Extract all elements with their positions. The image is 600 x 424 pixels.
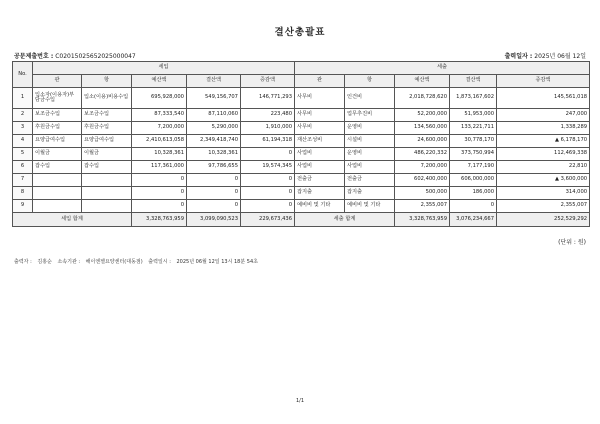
in-settled: 0 [187, 174, 241, 187]
in-hang: 잡수입 [82, 161, 132, 174]
in-diff: 0 [241, 174, 295, 187]
ex-gwan: 전출금 [295, 174, 345, 187]
in-gwan [33, 187, 82, 200]
in-gwan: 후원금수입 [33, 122, 82, 135]
in-settled: 0 [187, 200, 241, 213]
expense-total-budget: 3,328,763,959 [395, 213, 450, 227]
document-title: 결산총괄표 [274, 27, 326, 38]
ex-budget: 2,355,007 [395, 200, 450, 213]
income-total-label: 세입 합계 [13, 213, 132, 227]
ex-settled: 30,778,170 [450, 135, 497, 148]
row-no: 6 [13, 161, 33, 174]
in-settled: 87,110,060 [187, 109, 241, 122]
header-ex-gwan: 관 [295, 75, 345, 88]
row-no: 7 [13, 174, 33, 187]
ex-settled: 51,953,000 [450, 109, 497, 122]
income-total-settled: 3,099,090,523 [187, 213, 241, 227]
ex-hang: 시설비 [345, 135, 395, 148]
row-no: 3 [13, 122, 33, 135]
in-hang: 후원금수입 [82, 122, 132, 135]
in-hang: 요양급여수입 [82, 135, 132, 148]
page-number: 1/1 [295, 398, 305, 404]
ex-settled: 606,000,000 [450, 174, 497, 187]
in-hang: 입소(이용)비용수입 [82, 88, 132, 109]
table-row [13, 148, 590, 161]
org-name: 해이엔젤요양센터(대동점) [85, 259, 143, 265]
table-row [13, 200, 590, 213]
ex-settled: 133,221,711 [450, 122, 497, 135]
ex-hang: 인건비 [345, 88, 395, 109]
expense-total-settled: 3,076,234,667 [450, 213, 497, 227]
in-hang: 이월금 [82, 148, 132, 161]
table-row [13, 122, 590, 135]
print-date [505, 51, 586, 60]
in-settled: 5,290,000 [187, 122, 241, 135]
ex-budget: 486,220,332 [395, 148, 450, 161]
ex-diff: 112,469,338 [497, 148, 590, 161]
ex-diff: 145,561,018 [497, 88, 590, 109]
ex-budget: 500,000 [395, 187, 450, 200]
ex-gwan: 사무비 [295, 122, 345, 135]
total-row [13, 213, 590, 227]
ex-hang: 전출금 [345, 174, 395, 187]
ex-budget: 2,018,728,620 [395, 88, 450, 109]
org-label: 소속기관 : [57, 259, 81, 265]
row-no: 1 [13, 88, 33, 109]
table-body [13, 88, 590, 227]
in-settled: 0 [187, 187, 241, 200]
in-budget: 0 [132, 174, 187, 187]
row-no: 8 [13, 187, 33, 200]
ex-gwan: 재산조성비 [295, 135, 345, 148]
unit-note: (단위 : 원) [558, 239, 586, 246]
ex-settled: 7,177,190 [450, 161, 497, 174]
header-expense: 세출 [295, 62, 590, 75]
in-settled: 97,786,655 [187, 161, 241, 174]
in-gwan [33, 174, 82, 187]
row-no: 4 [13, 135, 33, 148]
ex-hang: 운영비 [345, 148, 395, 161]
doc-number-label: 공문제출번호 : [14, 53, 54, 60]
in-gwan: 잡수입 [33, 161, 82, 174]
in-diff: 0 [241, 148, 295, 161]
ex-hang: 업무추진비 [345, 109, 395, 122]
doc-number [14, 51, 136, 60]
in-settled: 10,328,361 [187, 148, 241, 161]
table-row [13, 161, 590, 174]
printer-label: 출력자 : [14, 259, 32, 265]
in-budget: 87,333,540 [132, 109, 187, 122]
header-in-gwan: 관 [33, 75, 82, 88]
in-diff: 61,194,318 [241, 135, 295, 148]
ex-budget: 7,200,000 [395, 161, 450, 174]
header-ex-diff: 증감액 [497, 75, 590, 88]
ex-diff: 2,355,007 [497, 200, 590, 213]
header-in-settled: 결산액 [187, 75, 241, 88]
ex-settled: 1,873,167,602 [450, 88, 497, 109]
in-settled: 2,349,418,740 [187, 135, 241, 148]
header-ex-hang: 항 [345, 75, 395, 88]
in-gwan: 입소자(이용자)부담금수입 [33, 88, 82, 109]
ex-budget: 134,560,000 [395, 122, 450, 135]
print-time: 2025년 06월 12일 13시 18분 54초 [176, 259, 258, 265]
in-gwan: 이월금 [33, 148, 82, 161]
ex-gwan: 사무비 [295, 88, 345, 109]
in-diff: 223,480 [241, 109, 295, 122]
in-budget: 117,361,000 [132, 161, 187, 174]
ex-settled: 373,750,994 [450, 148, 497, 161]
in-hang: 보조금수입 [82, 109, 132, 122]
table-row [13, 135, 590, 148]
ex-gwan: 사무비 [295, 109, 345, 122]
header-ex-settled: 결산액 [450, 75, 497, 88]
in-diff: 0 [241, 187, 295, 200]
in-diff: 19,574,345 [241, 161, 295, 174]
table-row [13, 174, 590, 187]
in-gwan [33, 200, 82, 213]
header-no: No. [13, 62, 33, 88]
header-in-diff: 증감액 [241, 75, 295, 88]
in-diff: 146,771,293 [241, 88, 295, 109]
in-budget: 695,928,000 [132, 88, 187, 109]
ex-budget: 602,400,000 [395, 174, 450, 187]
time-label: 출력일시 : [148, 259, 171, 265]
header-in-hang: 항 [82, 75, 132, 88]
in-diff: 1,910,000 [241, 122, 295, 135]
ex-budget: 52,200,000 [395, 109, 450, 122]
ex-settled: 0 [450, 200, 497, 213]
ex-budget: 24,600,000 [395, 135, 450, 148]
ex-gwan: 잡지출 [295, 187, 345, 200]
row-no: 9 [13, 200, 33, 213]
ex-gwan: 사업비 [295, 161, 345, 174]
print-date-value: 2025년 06월 12일 [534, 53, 586, 60]
income-total-diff: 229,673,436 [241, 213, 295, 227]
in-budget: 2,410,613,058 [132, 135, 187, 148]
ex-gwan: 예비비 및 기타 [295, 200, 345, 213]
table-row [13, 88, 590, 109]
in-hang [82, 187, 132, 200]
in-hang [82, 174, 132, 187]
in-gwan: 보조금수입 [33, 109, 82, 122]
in-budget: 10,328,361 [132, 148, 187, 161]
ex-diff: 1,338,289 [497, 122, 590, 135]
header-income: 세입 [33, 62, 295, 75]
expense-total-diff: 252,529,292 [497, 213, 590, 227]
table-row [13, 187, 590, 200]
row-no: 2 [13, 109, 33, 122]
ex-hang: 사업비 [345, 161, 395, 174]
expense-total-label: 세출 합계 [295, 213, 395, 227]
in-gwan: 요양급여수입 [33, 135, 82, 148]
ex-diff: 22,810 [497, 161, 590, 174]
in-budget: 0 [132, 200, 187, 213]
table-row [13, 109, 590, 122]
in-diff: 0 [241, 200, 295, 213]
printer-name: 김홍순 [37, 259, 52, 265]
ex-settled: 186,000 [450, 187, 497, 200]
in-budget: 7,200,000 [132, 122, 187, 135]
header-in-budget: 예산액 [132, 75, 187, 88]
settlement-table [12, 61, 590, 227]
print-date-label: 출력일자 : [504, 53, 533, 60]
ex-diff: ▲ 3,600,000 [497, 174, 590, 187]
ex-diff: 314,000 [497, 187, 590, 200]
in-hang [82, 200, 132, 213]
doc-number-value: C02015025652025000047 [55, 53, 136, 60]
print-footer [14, 258, 262, 265]
ex-gwan: 사업비 [295, 148, 345, 161]
income-total-budget: 3,328,763,959 [132, 213, 187, 227]
ex-hang: 잡지출 [345, 187, 395, 200]
ex-hang: 예비비 및 기타 [345, 200, 395, 213]
ex-diff: ▲ 6,178,170 [497, 135, 590, 148]
ex-hang: 운영비 [345, 122, 395, 135]
header-ex-budget: 예산액 [395, 75, 450, 88]
row-no: 5 [13, 148, 33, 161]
in-budget: 0 [132, 187, 187, 200]
ex-diff: 247,000 [497, 109, 590, 122]
in-settled: 549,156,707 [187, 88, 241, 109]
